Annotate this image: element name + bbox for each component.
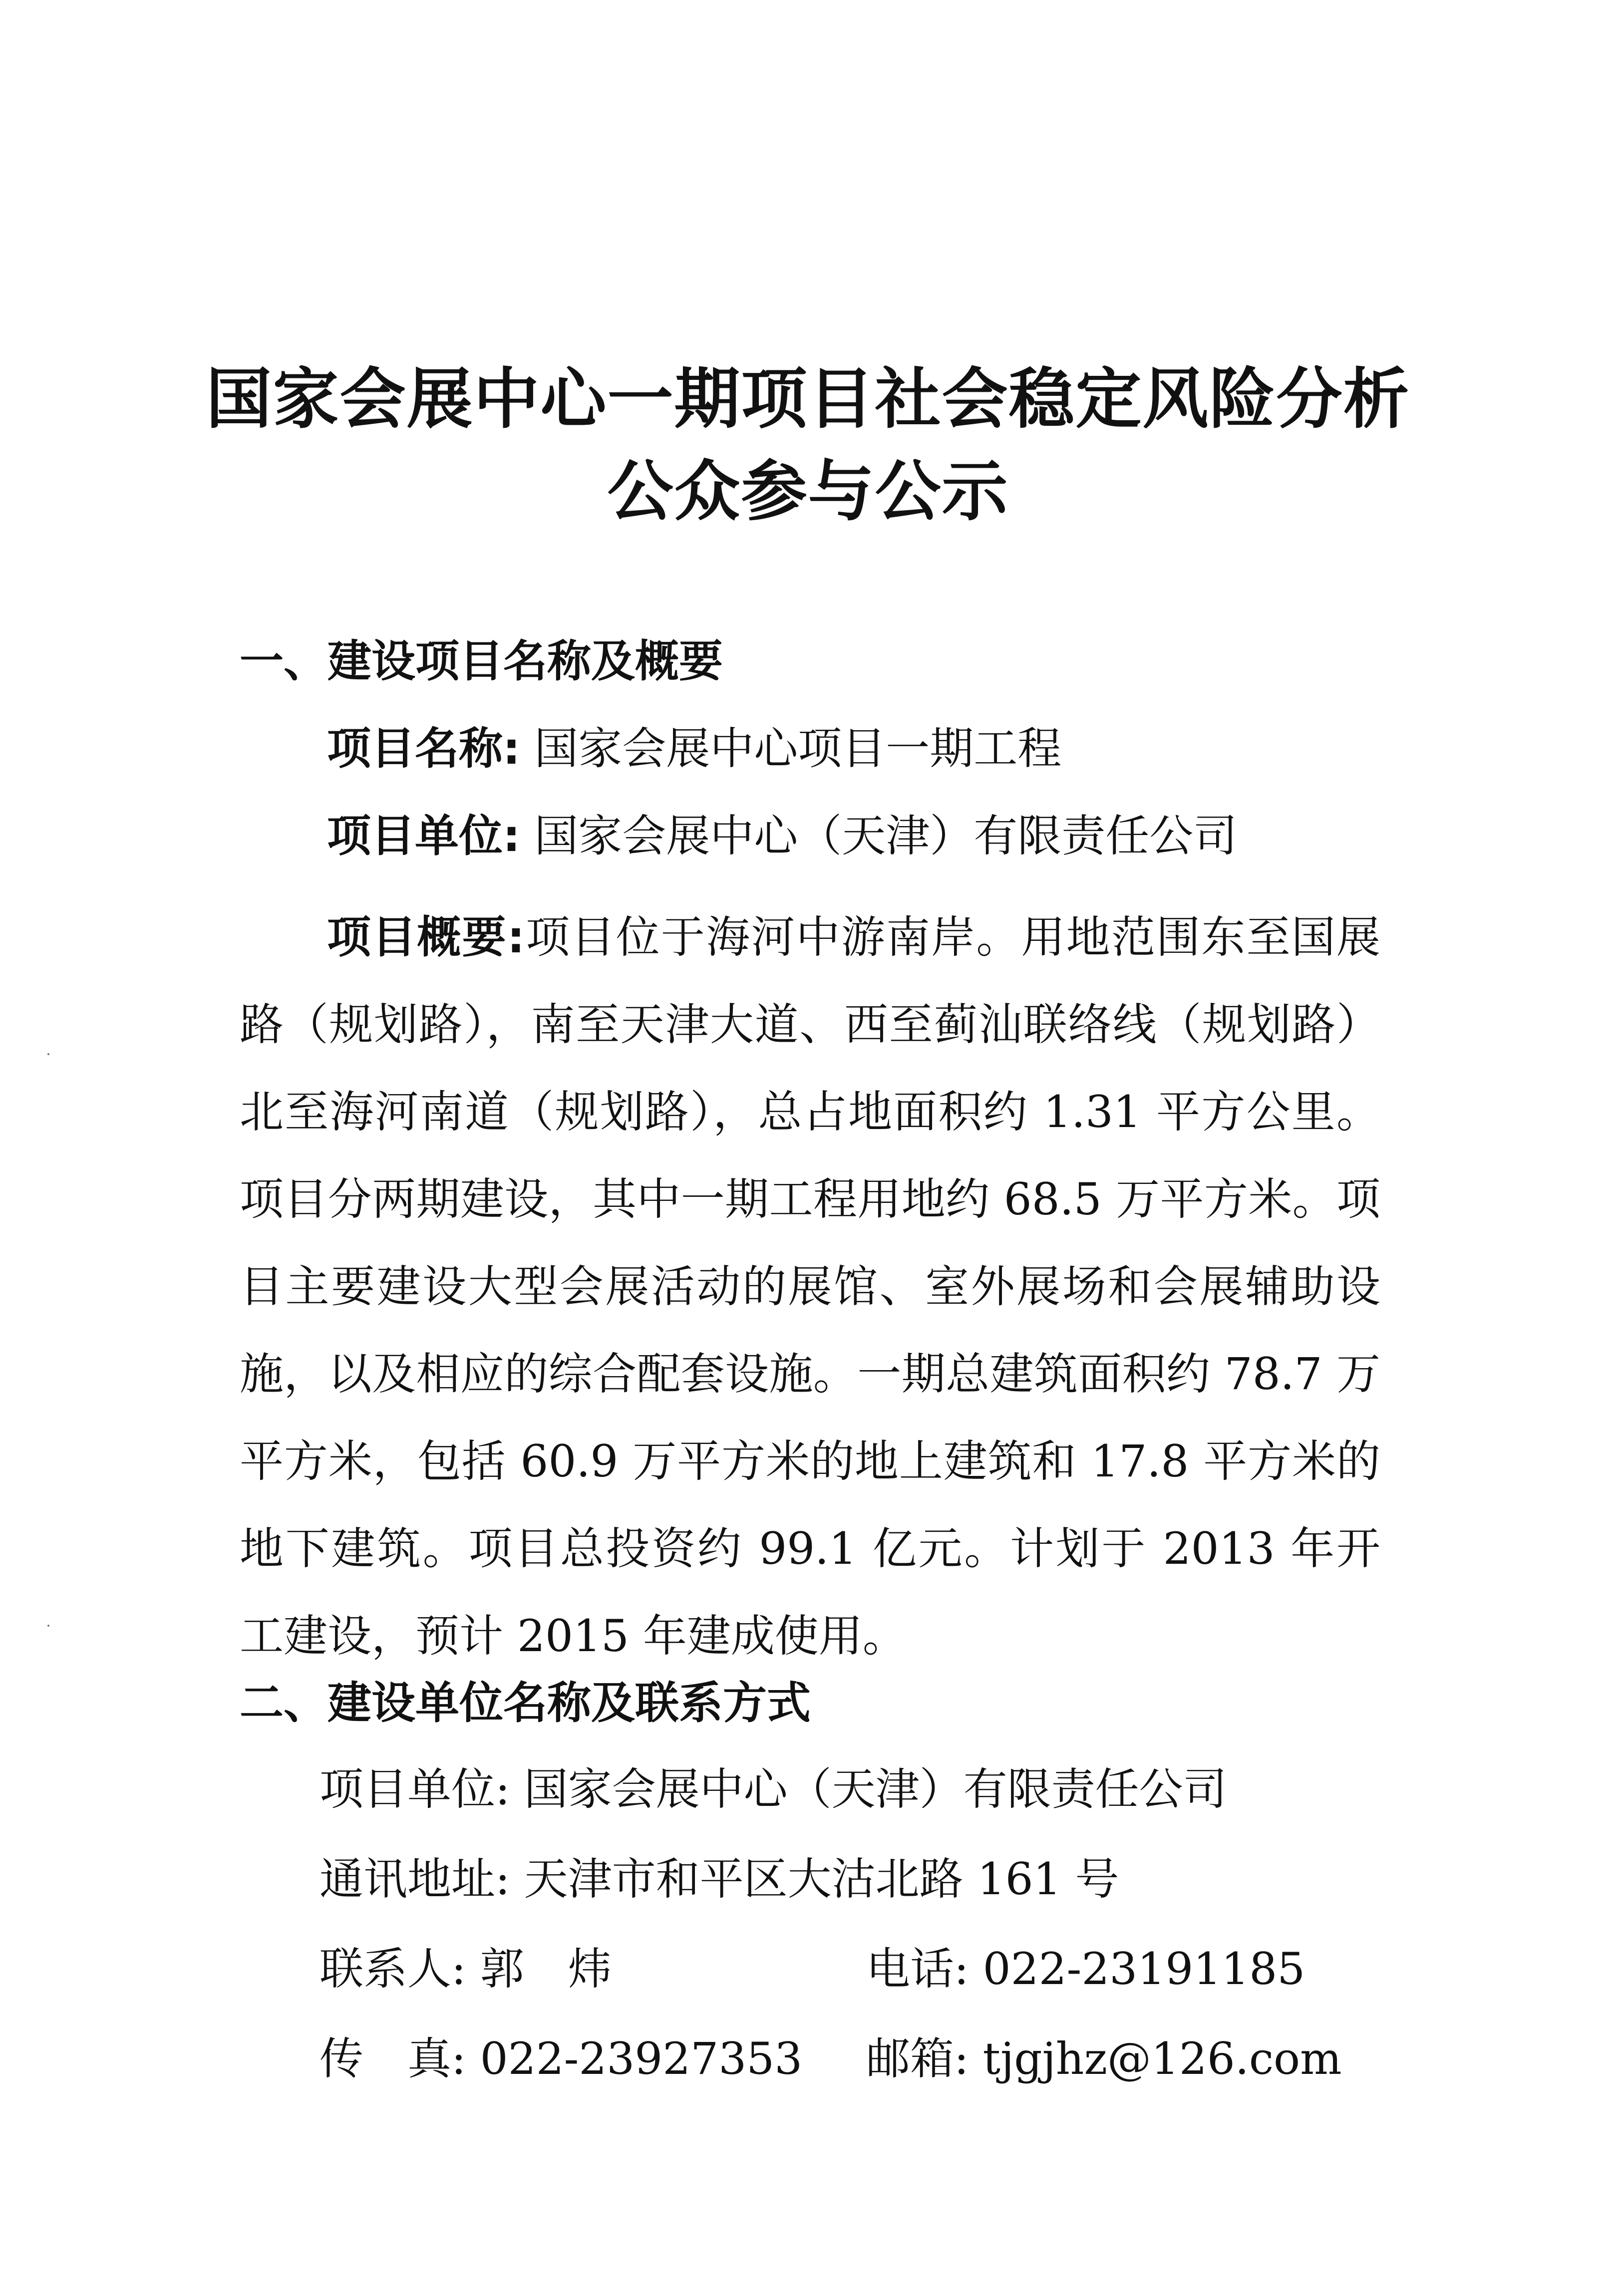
project-unit-value: 国家会展中心（天津）有限责任公司	[534, 810, 1238, 861]
project-unit-label: 项目单位:	[327, 810, 521, 861]
project-overview-paragraph	[240, 893, 1380, 1680]
contact-email-line: 邮箱: tjgjhz@126.com	[866, 2033, 1342, 2084]
contact-fax-line: 传 真: 022-23927353	[320, 2033, 803, 2084]
scan-margin-dot	[47, 1625, 49, 1627]
contact-address-line: 通讯地址: 天津市和平区大沽北路 161 号	[320, 1853, 1119, 1905]
project-overview-text: 项目位于海河中游南岸。用地范围东至国展路（规划路），南至天津大道、西至蓟汕联络线（规划路）北至海河南道（规划路），总占地面积约 1.31 平方公里。项目分两期建设，其中一期工程用地约 68.5 万平方米。项目主要建设大型会展活动的展馆、室外展场和会展辅助设施，以及相应的综合配套设施。一期总建筑面积约 78.7 万平方米，包括 60.9 万平方米的地上建筑和 17.8 平方米的地下建筑。项目总投资约 99.1 亿元。计划于 2013 年开工建设，预计 2015 年建成使用。	[240, 911, 1380, 1662]
section-1-heading: 一、建设项目名称及概要	[240, 635, 723, 687]
document-title-line-1: 国家会展中心一期项目社会稳定风险分析	[206, 361, 1410, 438]
contact-person-line: 联系人: 郭 炜	[320, 1943, 612, 1995]
project-name-value: 国家会展中心项目一期工程	[534, 723, 1062, 774]
project-overview-label: 项目概要:	[327, 911, 525, 963]
contact-unit-line: 项目单位: 国家会展中心（天津）有限责任公司	[320, 1763, 1227, 1815]
scan-margin-dot	[47, 1053, 49, 1055]
contact-phone-line: 电话: 022-23191185	[866, 1943, 1305, 1995]
project-name-label: 项目名称:	[327, 723, 521, 774]
document-title-line-2: 公众参与公示	[607, 453, 1009, 530]
project-name-field	[327, 719, 1061, 779]
project-unit-field	[327, 806, 1237, 866]
section-2-heading: 二、建设单位名称及联系方式	[240, 1677, 811, 1728]
